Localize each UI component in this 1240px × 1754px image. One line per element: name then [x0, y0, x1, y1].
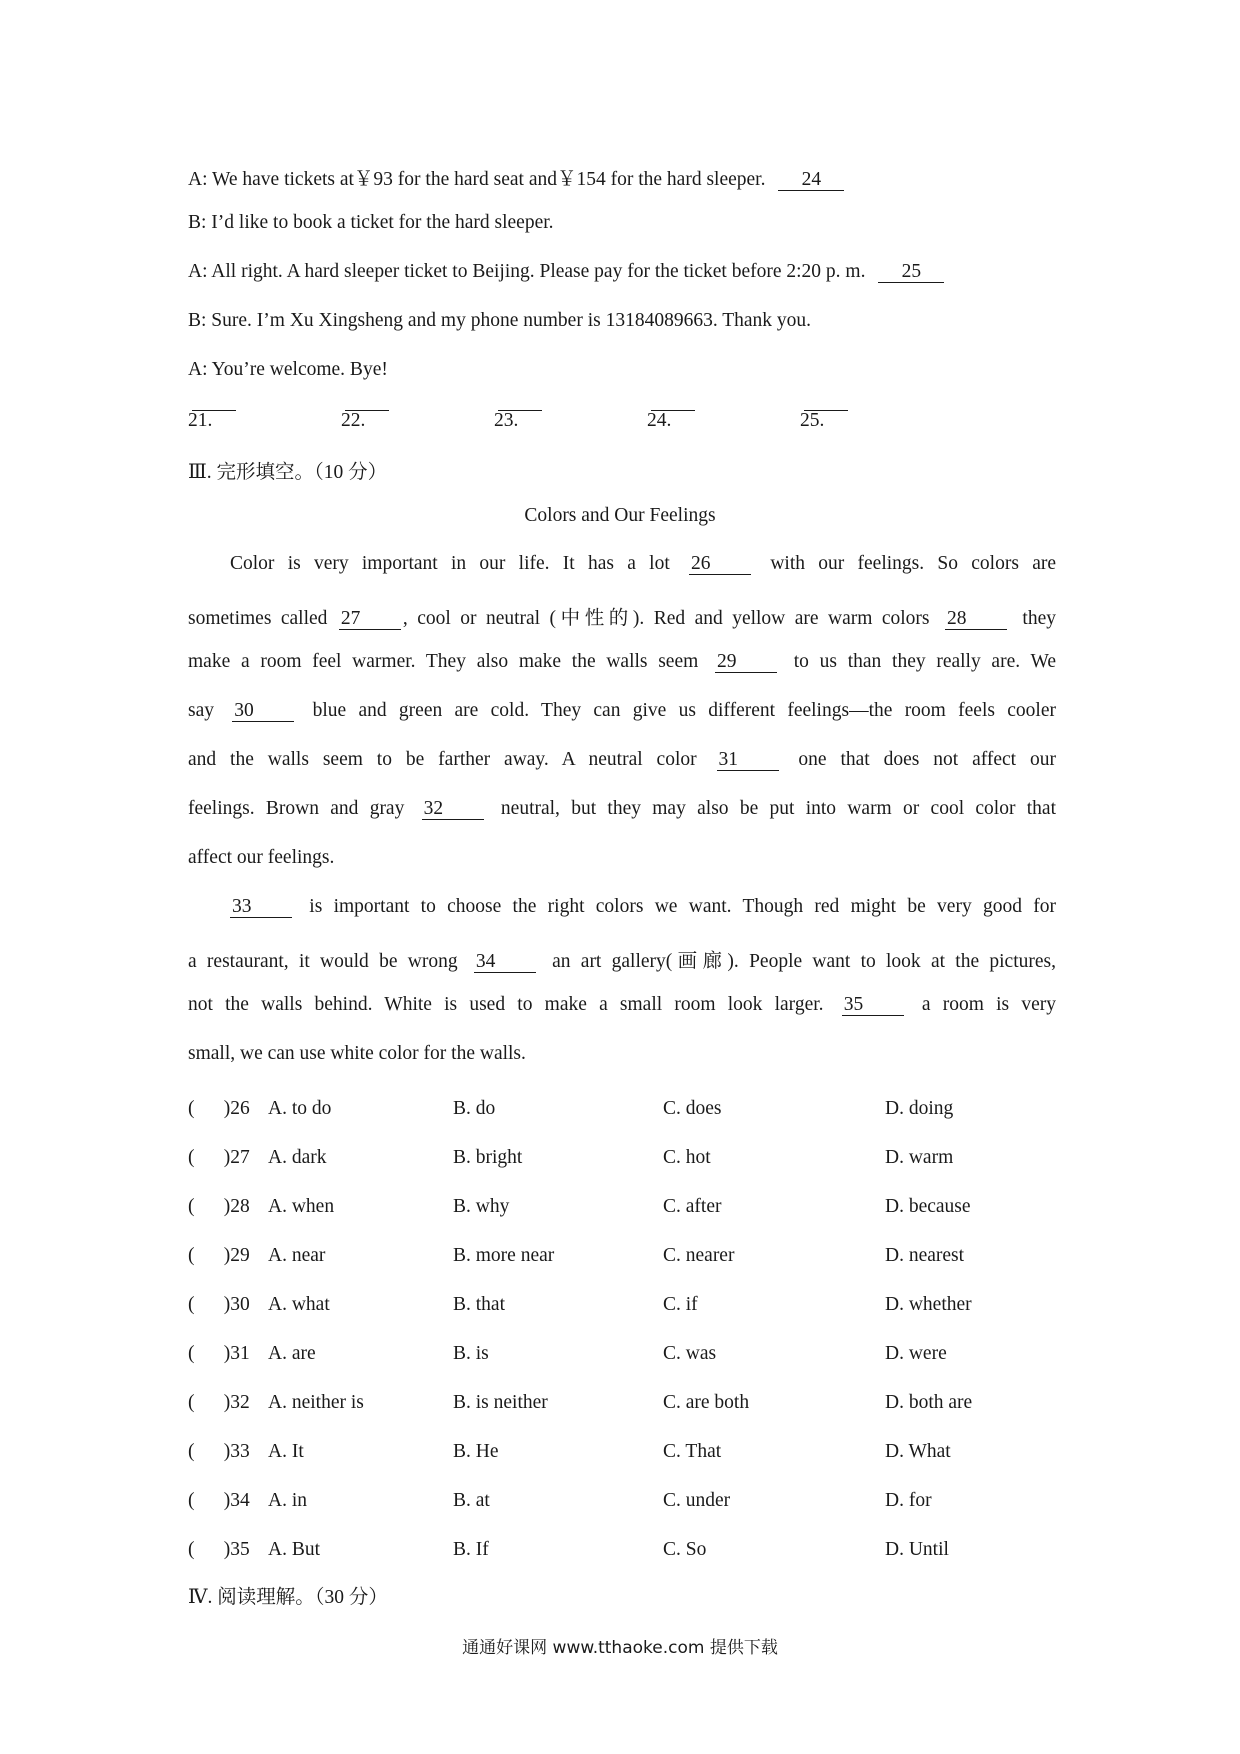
option-row: [188, 1441, 1088, 1467]
option-b[interactable]: B. do: [453, 1098, 496, 1119]
passage-line: feelings. Brown and gray 32 neutral, but they may also be put into warm or cool color that: [188, 798, 1056, 819]
answer-number: 21.: [188, 410, 213, 431]
passage-title: Colors and Our Feelings: [524, 505, 716, 526]
option-row: [188, 1490, 1088, 1516]
option-d[interactable]: D. Until: [885, 1539, 949, 1560]
option-c[interactable]: C. So: [663, 1539, 707, 1560]
option-d[interactable]: D. What: [885, 1441, 951, 1462]
option-d[interactable]: D. whether: [885, 1294, 972, 1315]
answer-blank: 27: [339, 609, 401, 630]
option-c[interactable]: C. does: [663, 1098, 722, 1119]
question-number[interactable]: ( )27: [188, 1147, 250, 1168]
passage-line: say 30 blue and green are cold. They can give us different feelings—the room feels cooler: [188, 700, 1056, 721]
question-number[interactable]: ( )28: [188, 1196, 250, 1217]
answer-blank: 33: [230, 897, 292, 918]
answer-blank: 28: [945, 609, 1007, 630]
dialogue-line: [188, 310, 811, 332]
answer-blank: 30: [232, 701, 294, 722]
answer-blank: 32: [422, 799, 484, 820]
answer-blank: 24: [778, 170, 844, 191]
option-row: [188, 1147, 1088, 1173]
dialogue-text: B: I’d like to book a ticket for the hard sleeper.: [188, 212, 554, 233]
option-b[interactable]: B. He: [453, 1441, 499, 1462]
passage-line: and the walls seem to be farther away. A neutral color 31 one that does not affect our: [188, 749, 1056, 770]
footer-text: 通通好课网 www.tthaoke.com 提供下载: [462, 1638, 778, 1658]
question-number[interactable]: ( )26: [188, 1098, 250, 1119]
option-row: [188, 1245, 1088, 1271]
option-a[interactable]: A. neither is: [268, 1392, 364, 1413]
answer-number: 25.: [800, 410, 825, 431]
passage-line: 33 is important to choose the right colors we want. Though red might be very good for: [232, 896, 1056, 917]
answer-blank: 31: [717, 750, 779, 771]
dialogue-text: A: We have tickets at￥93 for the hard seat and￥154 for the hard sleeper.: [188, 169, 766, 190]
option-c[interactable]: C. nearer: [663, 1245, 735, 1266]
passage-line: a restaurant, it would be wrong 34 an art gallery(画廊). People want to look at the pictures,: [188, 951, 1056, 972]
option-a[interactable]: A. in: [268, 1490, 307, 1511]
answer-blank: 35: [842, 995, 904, 1016]
passage-line: not the walls behind. White is used to make a small room look larger. 35 a room is very: [188, 994, 1056, 1015]
section-heading: Ⅳ. 阅读理解。（30 分）: [188, 1587, 388, 1608]
option-c[interactable]: C. if: [663, 1294, 698, 1315]
dialogue-text: A: You’re welcome. Bye!: [188, 359, 388, 380]
question-number[interactable]: ( )32: [188, 1392, 250, 1413]
dialogue-text: A: All right. A hard sleeper ticket to Beijing. Please pay for the ticket before 2:20 p. m.: [188, 261, 866, 282]
dialogue-text: B: Sure. I’m Xu Xingsheng and my phone number is 13184089663. Thank you.: [188, 310, 812, 331]
question-number[interactable]: ( )30: [188, 1294, 250, 1315]
answer-blank[interactable]: [192, 410, 236, 411]
option-row: [188, 1392, 1088, 1418]
question-number[interactable]: ( )35: [188, 1539, 250, 1560]
passage-line: Color is very important in our life. It has a lot 26 with our feelings. So colors are: [230, 553, 1056, 574]
option-b[interactable]: B. why: [453, 1196, 510, 1217]
answer-blank[interactable]: [498, 410, 542, 411]
option-a[interactable]: A. what: [268, 1294, 330, 1315]
option-row: [188, 1343, 1088, 1369]
answer-blank: 26: [689, 554, 751, 575]
passage-line: sometimes called 27 , cool or neutral (中性的). Red and yellow are warm colors 28 they: [188, 608, 1056, 629]
option-row: [188, 1294, 1088, 1320]
option-d[interactable]: D. both are: [885, 1392, 973, 1413]
option-a[interactable]: A. But: [268, 1539, 321, 1560]
option-c[interactable]: C. are both: [663, 1392, 750, 1413]
option-b[interactable]: B. that: [453, 1294, 505, 1315]
option-b[interactable]: B. at: [453, 1490, 490, 1511]
option-b[interactable]: B. is: [453, 1343, 489, 1364]
dialogue-line: [188, 359, 388, 381]
option-c[interactable]: C. That: [663, 1441, 722, 1462]
option-c[interactable]: C. was: [663, 1343, 717, 1364]
question-number[interactable]: ( )29: [188, 1245, 250, 1266]
option-d[interactable]: D. for: [885, 1490, 932, 1511]
answer-blank[interactable]: [651, 410, 695, 411]
option-row: [188, 1098, 1088, 1124]
dialogue-line: [188, 212, 554, 234]
option-d[interactable]: D. warm: [885, 1147, 954, 1168]
question-number[interactable]: ( )33: [188, 1441, 250, 1462]
option-a[interactable]: A. are: [268, 1343, 316, 1364]
answer-blank: 29: [715, 652, 777, 673]
option-a[interactable]: A. dark: [268, 1147, 327, 1168]
option-row: [188, 1539, 1088, 1565]
option-b[interactable]: B. more near: [453, 1245, 555, 1266]
option-a[interactable]: A. to do: [268, 1098, 332, 1119]
answer-line: [188, 410, 1088, 436]
answer-number: 23.: [494, 410, 519, 431]
option-d[interactable]: D. because: [885, 1196, 971, 1217]
option-d[interactable]: D. nearest: [885, 1245, 965, 1266]
passage-line: small, we can use white color for the walls.: [188, 1043, 526, 1064]
passage-line: make a room feel warmer. They also make the walls seem 29 to us than they really are. We: [188, 651, 1056, 672]
option-b[interactable]: B. If: [453, 1539, 489, 1560]
option-b[interactable]: B. bright: [453, 1147, 523, 1168]
section-heading: Ⅲ. 完形填空。（10 分）: [188, 462, 388, 483]
option-row: [188, 1196, 1088, 1222]
passage-line: affect our feelings.: [188, 847, 335, 868]
option-a[interactable]: A. when: [268, 1196, 335, 1217]
option-a[interactable]: A. It: [268, 1441, 304, 1462]
question-number[interactable]: ( )34: [188, 1490, 250, 1511]
answer-blank[interactable]: [804, 410, 848, 411]
answer-blank[interactable]: [345, 410, 389, 411]
option-c[interactable]: C. after: [663, 1196, 722, 1217]
answer-blank: 25: [878, 262, 944, 283]
option-a[interactable]: A. near: [268, 1245, 326, 1266]
answer-number: 22.: [341, 410, 366, 431]
option-d[interactable]: D. were: [885, 1343, 947, 1364]
question-number[interactable]: ( )31: [188, 1343, 250, 1364]
option-d[interactable]: D. doing: [885, 1098, 954, 1119]
dialogue-line: [188, 261, 944, 283]
answer-number: 24.: [647, 410, 672, 431]
dialogue-line: [188, 163, 844, 191]
option-c[interactable]: C. under: [663, 1490, 731, 1511]
option-b[interactable]: B. is neither: [453, 1392, 548, 1413]
answer-blank: 34: [474, 952, 536, 973]
option-c[interactable]: C. hot: [663, 1147, 711, 1168]
